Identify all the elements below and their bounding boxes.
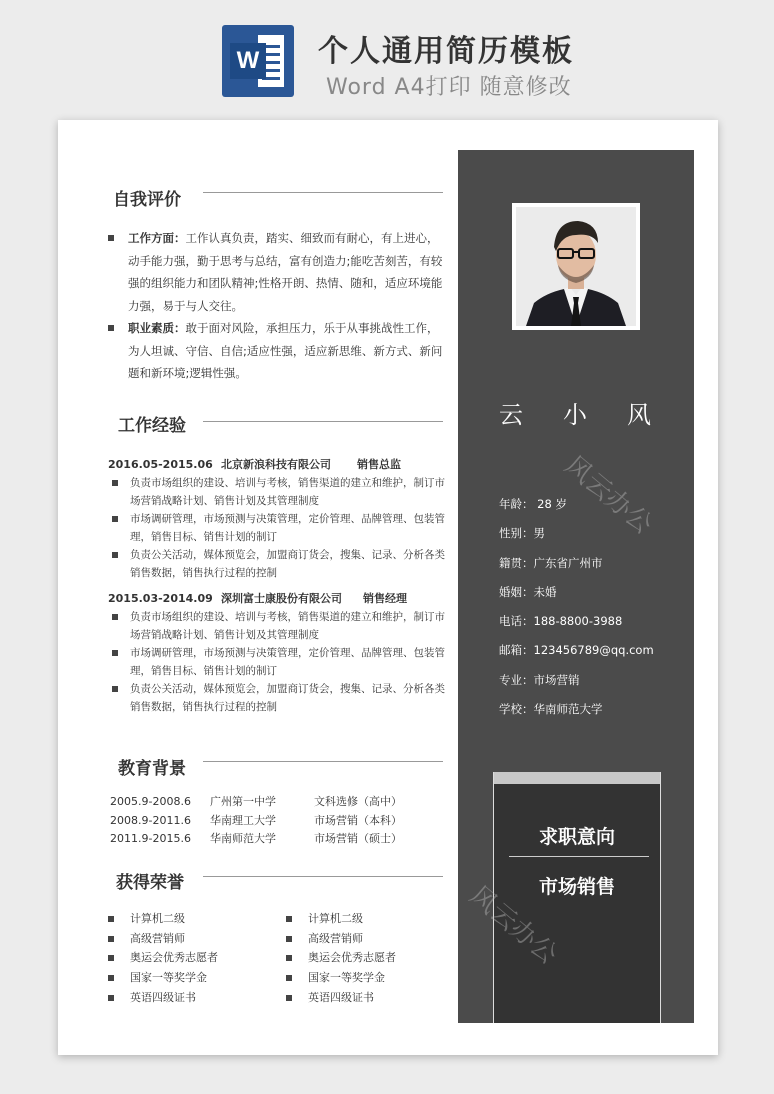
banner-title: 个人通用简历模板 — [318, 34, 574, 69]
honors-list-left — [108, 909, 218, 1008]
job-duty: 负责市场组织的建设、培训与考核，销售渠道的建立和维护，制订市场营销战略计划、销售计划及其管理制度 — [108, 474, 448, 510]
section-divider — [203, 761, 443, 762]
bullet-icon — [112, 552, 118, 558]
banner-subtitle: Word A4打印 随意修改 — [326, 75, 572, 100]
job-duty: 市场调研管理，市场预测与决策管理，定价管理、品牌管理、包装管理，销售目标、销售计划的制订 — [108, 510, 448, 546]
section-divider — [203, 192, 443, 193]
self-eval-label: 工作方面： — [128, 231, 186, 245]
job-intent-box — [493, 772, 661, 1023]
job-intent-divider — [509, 856, 649, 857]
education-row: 2005.9-2008.6 广州第一中学 文科选修（高中） — [110, 795, 402, 808]
section-divider — [203, 421, 443, 422]
word-doc-icon — [222, 25, 294, 97]
job-header — [108, 590, 448, 608]
bullet-icon — [112, 516, 118, 522]
job-title: 销售总监 — [357, 458, 401, 471]
job-entry — [108, 590, 448, 716]
profile-school: 学校：华南师范大学 — [499, 702, 603, 717]
profile-hometown: 籍贯：广东省广州市 — [499, 555, 603, 570]
job-period: 2015.03-2014.09 — [108, 592, 213, 605]
bullet-icon — [112, 614, 118, 620]
profile-photo — [512, 203, 640, 330]
portrait-image — [516, 207, 636, 326]
self-eval-item — [108, 317, 448, 385]
profile-phone: 电话：188-8800-3988 — [499, 614, 623, 629]
self-eval-list — [108, 227, 448, 385]
bullet-icon — [112, 480, 118, 486]
bullet-icon — [108, 975, 114, 981]
education-row: 2011.9-2015.6 华南师范大学 市场营销（硕士） — [110, 832, 402, 845]
bullet-icon — [108, 955, 114, 961]
bullet-icon — [108, 325, 114, 331]
honor-item: 计算机二级 — [286, 909, 396, 929]
bullet-icon — [108, 235, 114, 241]
profile-age: 年龄： 28 岁 — [499, 497, 567, 511]
job-duty: 负责市场组织的建设、培训与考核，销售渠道的建立和维护，制订市场营销战略计划、销售计划及其管理制度 — [108, 608, 448, 644]
job-duty: 负责公关活动，媒体预览会，加盟商订货会，搜集、记录、分析各类销售数据，销售执行过程的控制 — [108, 680, 448, 716]
honor-item: 计算机二级 — [108, 909, 218, 929]
watermark: 风云办公 — [463, 880, 563, 971]
honor-item: 奥运会优秀志愿者 — [286, 948, 396, 968]
job-intent-label: 求职意向 — [538, 826, 615, 848]
honor-item: 奥运会优秀志愿者 — [108, 948, 218, 968]
job-entry — [108, 456, 448, 582]
honor-item: 高级营销师 — [108, 929, 218, 949]
honor-item: 英语四级证书 — [286, 988, 396, 1008]
job-header — [108, 456, 448, 474]
bullet-icon — [112, 686, 118, 692]
bullet-icon — [286, 916, 292, 922]
section-divider — [203, 876, 443, 877]
honor-item: 高级营销师 — [286, 929, 396, 949]
job-company: 深圳富士康股份有限公司 — [221, 592, 342, 605]
education-row: 2008.9-2011.6 华南理工大学 市场营销（本科） — [110, 813, 402, 827]
self-eval-text: 敢于面对风险，承担压力，乐于从事挑战性工作，为人坦诚、守信、自信;适应性强，适应新思维、新方式、新问题和新环境;逻辑性强。 — [128, 321, 443, 380]
watermark: 风云办公 — [558, 450, 658, 541]
profile-email: 邮箱：123456789@qq.com — [499, 643, 654, 658]
honor-item: 英语四级证书 — [108, 988, 218, 1008]
job-duty: 市场调研管理，市场预测与决策管理，定价管理、品牌管理、包装管理，销售目标、销售计划的制订 — [108, 644, 448, 680]
job-title: 销售经理 — [363, 592, 407, 605]
section-title-education: 教育背景 — [118, 759, 186, 779]
honor-item: 国家一等奖学金 — [286, 968, 396, 988]
profile-marital: 婚姻：未婚 — [499, 584, 557, 599]
bullet-icon — [286, 995, 292, 1001]
word-letter: W — [230, 43, 266, 79]
self-eval-label: 职业素质： — [128, 321, 186, 335]
self-eval-text: 工作认真负责，踏实、细致而有耐心，有上进心，动手能力强，勤于思考与总结，富有创造力;能吃苦刻苦，有较强的组织能力和团队精神;性格开朗、热情、随和，适应环境能力强，易于与人交往。 — [128, 231, 443, 313]
self-eval-item — [108, 227, 448, 317]
honor-item: 国家一等奖学金 — [108, 968, 218, 988]
bullet-icon — [108, 995, 114, 1001]
bullet-icon — [112, 650, 118, 656]
section-title-honors: 获得荣誉 — [116, 873, 184, 893]
job-duty: 负责公关活动，媒体预览会，加盟商订货会，搜集、记录、分析各类销售数据，销售执行过程的控制 — [108, 546, 448, 582]
education-list — [110, 793, 402, 849]
bullet-icon — [286, 975, 292, 981]
header-banner — [0, 0, 774, 110]
honors-list-right — [286, 909, 396, 1008]
section-title-work: 工作经验 — [118, 416, 186, 436]
bullet-icon — [108, 936, 114, 942]
bullet-icon — [286, 955, 292, 961]
bullet-icon — [108, 916, 114, 922]
profile-major: 专业：市场营销 — [499, 672, 580, 687]
job-period: 2016.05-2015.06 — [108, 458, 213, 471]
section-title-self-eval: 自我评价 — [113, 190, 181, 210]
profile-gender: 性别：男 — [499, 526, 545, 541]
job-company: 北京新浪科技有限公司 — [221, 458, 331, 471]
profile-name: 云 小 风 — [499, 401, 653, 429]
bullet-icon — [286, 936, 292, 942]
job-intent-value: 市场销售 — [538, 876, 615, 898]
resume-page — [58, 120, 718, 1055]
